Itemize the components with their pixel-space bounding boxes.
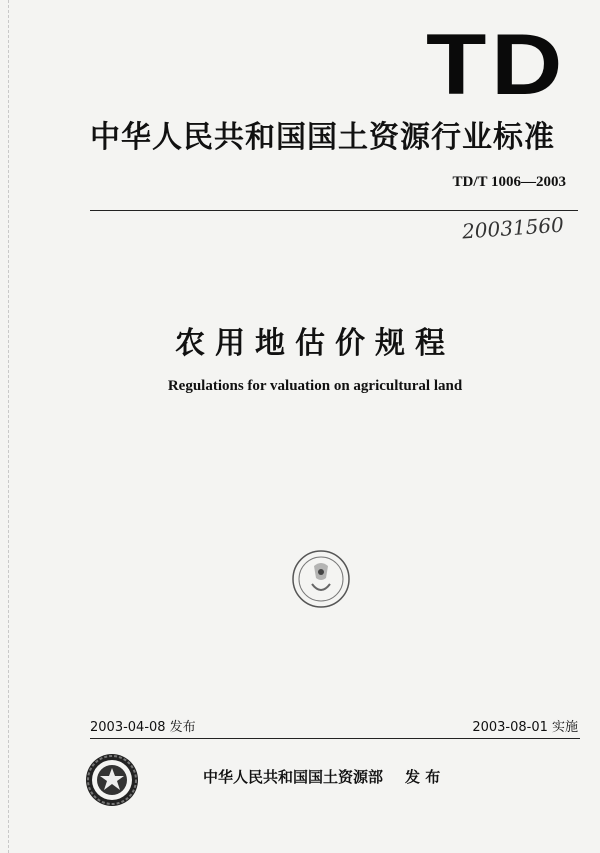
td-logo: TD (426, 17, 568, 113)
title-english: Regulations for valuation on agricultural land (167, 378, 463, 394)
scan-edge (8, 0, 9, 853)
standard-number: TD/T 1006—2003 (452, 174, 566, 190)
bottom-divider (90, 738, 580, 739)
issuer-line (203, 766, 440, 787)
top-divider (90, 210, 578, 211)
implementation-date: 2003-08-01 实施 (472, 720, 578, 735)
standard-category: 中华人民共和国国土资源行业标准 (90, 120, 555, 155)
handwritten-number: 20031560 (461, 212, 565, 244)
issue-date: 2003-04-08 发布 (90, 720, 196, 735)
library-seal-icon (290, 548, 352, 610)
publish-label: 发 布 (405, 768, 441, 786)
title-chinese: 农用地估价规程 (175, 326, 455, 361)
ministry-emblem-icon (84, 752, 140, 808)
issuer-name: 中华人民共和国国土资源部 (203, 768, 384, 786)
